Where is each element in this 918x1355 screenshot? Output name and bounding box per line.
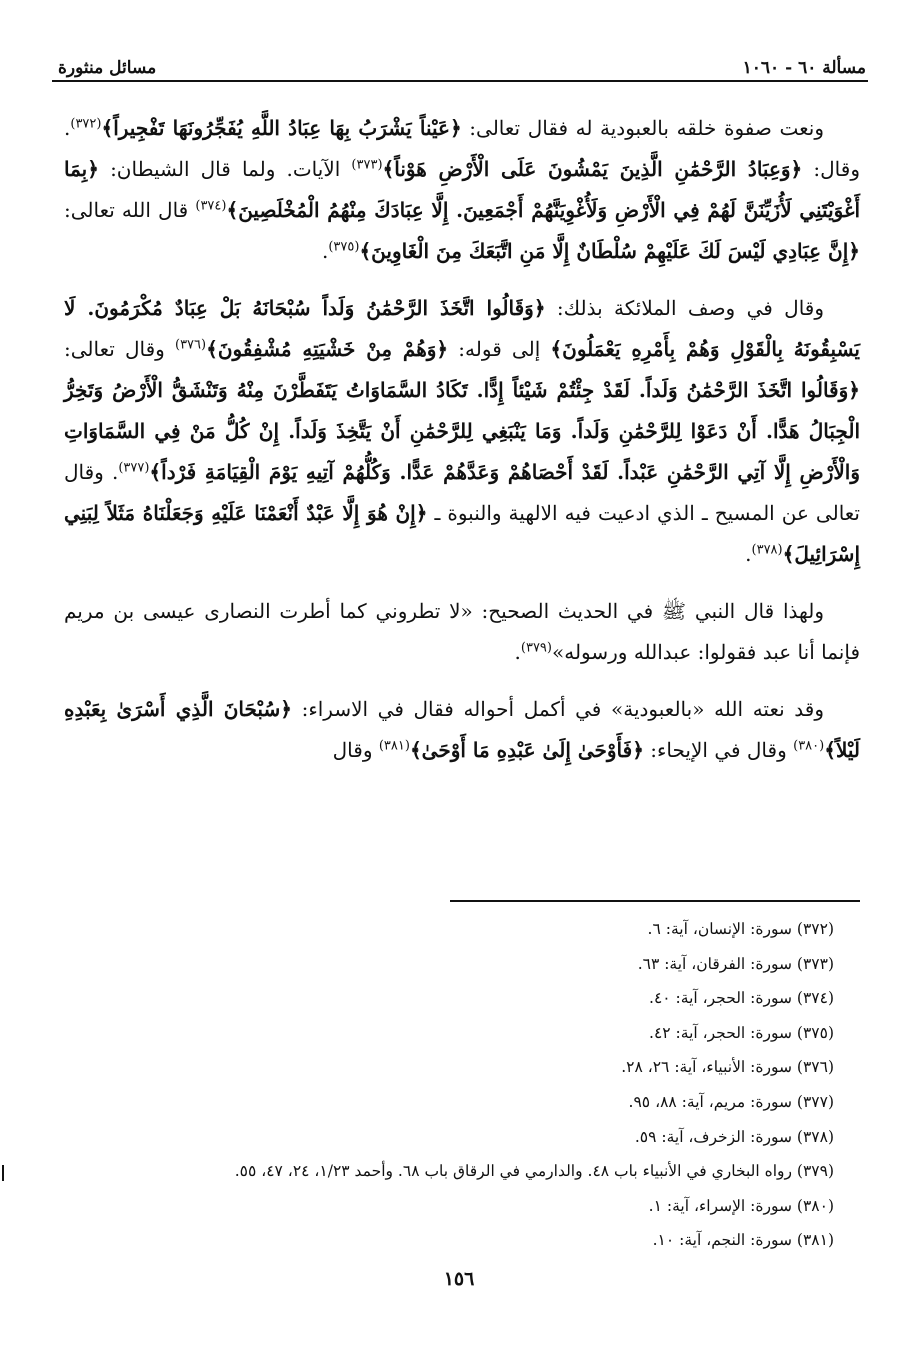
quran-verse: ﴿سُبْحَانَ الَّذِي أَسْرَىٰ بِعَبْدِهِ لَيْلاً﴾ bbox=[64, 697, 860, 762]
text-run: وقال تعالى: bbox=[64, 337, 175, 361]
footnote-ref: (٣٧٧) bbox=[118, 460, 150, 476]
text-run: . bbox=[745, 542, 752, 566]
quran-verse: ﴿إِنْ هُوَ إِلَّا عَبْدٌ أَنْعَمْنَا عَلَيْهِ وَجَعَلْنَاهُ مَثَلاً لِبَنِي إِسْرَائِيلَ﴾ bbox=[64, 501, 860, 566]
footnote-ref: (٣٧٥) bbox=[328, 239, 360, 255]
quran-verse: ﴿بِمَا أَغْوَيْتَنِي لَأُزَيِّنَنَّ لَهُمْ فِي الْأَرْضِ وَلَأُغْوِيَنَّهُمْ أَجْمَعِينَ. إِلَّا عِبَادَكَ مِنْهُمُ الْمُخْلَصِينَ﴾ bbox=[64, 157, 861, 222]
footnote-ref: (٣٨١) bbox=[378, 738, 410, 754]
footnote-ref: (٣٧٤) bbox=[195, 198, 227, 214]
page-number: ١٥٦ bbox=[443, 1268, 475, 1290]
text-run: وقد نعته الله «بالعبودية» في أكمل أحواله فقال في الاسراء: bbox=[291, 697, 825, 721]
footnote-ref: (٣٧٩) bbox=[520, 640, 552, 656]
footnote: (٣٨٠) سورة: الإسراء، آية: ١. bbox=[648, 1196, 834, 1215]
quran-verse: ﴿إِنَّ عِبَادِي لَيْسَ لَكَ عَلَيْهِمْ سُلْطَانٌ إِلَّا مَنِ اتَّبَعَكَ مِنَ الْغَاوِينَ﴾ bbox=[359, 239, 860, 263]
quran-verse: ﴿وَعِبَادُ الرَّحْمَٰنِ الَّذِينَ يَمْشُونَ عَلَى الْأَرْضِ هَوْناً﴾ bbox=[382, 157, 803, 181]
running-header bbox=[58, 46, 866, 78]
text-run: وقال bbox=[332, 738, 379, 762]
footnote: (٣٧٣) سورة: الفرقان، آية: ٦٣. bbox=[637, 954, 834, 973]
footnote-ref: (٣٧٦) bbox=[175, 337, 207, 353]
paragraph bbox=[64, 689, 860, 771]
text-run: . bbox=[514, 640, 521, 664]
quran-verse: ﴿وَهُمْ مِنْ خَشْيَتِهِ مُشْفِقُونَ﴾ bbox=[206, 337, 449, 361]
paragraph bbox=[64, 108, 860, 272]
text-run: . وقال تعالى عن المسيح ـ الذي ادعيت فيه الالهية والنبوة ـ bbox=[64, 460, 860, 525]
quran-verse: ﴿وَقَالُوا اتَّخَذَ الرَّحْمَٰنُ وَلَداً. لَقَدْ جِئْتُمْ شَيْئاً إِدًّا. تَكَادُ السَّمَاوَاتُ يَتَفَطَّرْنَ مِنْهُ وَتَنْشَقُّ الْأَرْضُ وَتَخِرُّ الْجِبَالُ هَدًّا. أَنْ دَعَوْا لِلرَّحْمَٰنِ وَلَداً. وَمَا يَنْبَغِي لِلرَّحْمَٰنِ أَنْ يَتَّخِذَ وَلَداً. إِنْ كُلُّ مَنْ فِي السَّمَاوَاتِ وَالْأَرْضِ إِلَّا آتِي الرَّحْمَٰنِ عَبْداً. لَقَدْ أَحْصَاهُمْ وَعَدَّهُمْ عَدًّا. وَكُلُّهُمْ آتِيهِ يَوْمَ الْقِيَامَةِ فَرْداً﴾ bbox=[64, 378, 861, 484]
footnote-ref: (٣٧٨) bbox=[751, 542, 783, 558]
text-run: ونعت صفوة خلقه بالعبودية له فقال تعالى: bbox=[461, 116, 824, 140]
header-divider bbox=[52, 80, 868, 82]
header-section-title: مسألة ٦٠ - ١٠٦٠ bbox=[742, 58, 866, 78]
text-run: إلى قوله: bbox=[448, 337, 551, 361]
footnote: (٣٧٥) سورة: الحجر، آية: ٤٢. bbox=[649, 1023, 834, 1042]
text-run: وقال في وصف الملائكة بذلك: bbox=[545, 296, 824, 320]
main-text bbox=[64, 108, 860, 787]
footnote: (٣٨١) سورة: النجم، آية: ١٠. bbox=[652, 1231, 834, 1250]
text-run: . وقال: bbox=[64, 116, 860, 181]
footnote-ref: (٣٧٢) bbox=[70, 116, 102, 132]
text-run: قال الله تعالى: bbox=[64, 198, 196, 222]
text-run: ولهذا قال النبي ﷺ في الحديث الصحيح: «لا تطروني كما أطرت النصارى عيسى بن مريم فإنما أنا عبد فقولوا: عبدالله ورسوله» bbox=[64, 599, 860, 664]
paragraph bbox=[64, 591, 860, 673]
footnote: (٣٧٧) سورة: مريم، آية: ٨٨، ٩٥. bbox=[628, 1092, 834, 1111]
footnote: (٣٧٩) رواه البخاري في الأنبياء باب ٤٨. والدارمي في الرقاق باب ٦٨. وأحمد ١/٢٣، ٢٤، ٤٧، ٥٥. bbox=[234, 1162, 834, 1181]
footnote: (٣٧٨) سورة: الزخرف، آية: ٥٩. bbox=[634, 1127, 834, 1146]
footnote-divider bbox=[450, 900, 860, 902]
paragraph bbox=[64, 288, 860, 575]
footnotes-section bbox=[80, 912, 834, 1258]
footnote: (٣٧٤) سورة: الحجر، آية: ٤٠. bbox=[649, 989, 834, 1008]
quran-verse: ﴿عَيْناً يَشْرَبُ بِهَا عِبَادُ اللَّهِ يُفَجِّرُونَهَا تَفْجِيراً﴾ bbox=[101, 116, 462, 140]
text-run: . bbox=[321, 239, 329, 263]
footnote: (٣٧٦) سورة: الأنبياء، آية: ٢٦، ٢٨. bbox=[621, 1058, 834, 1077]
quran-verse: ﴿وَقَالُوا اتَّخَذَ الرَّحْمَٰنُ وَلَداً سُبْحَانَهُ بَلْ عِبَادٌ مُكْرَمُونَ. لَا يَسْبِقُونَهُ بِالْقَوْلِ وَهُمْ بِأَمْرِهِ يَعْمَلُونَ﴾ bbox=[64, 296, 860, 361]
scan-edge-mark bbox=[2, 1165, 4, 1181]
footnote-ref: (٣٧٣) bbox=[351, 157, 383, 173]
quran-verse: ﴿فَأَوْحَىٰ إِلَىٰ عَبْدِهِ مَا أَوْحَىٰ﴾ bbox=[409, 738, 644, 762]
text-run: وقال في الإيحاء: bbox=[643, 738, 794, 762]
footnote: (٣٧٢) سورة: الإنسان، آية: ٦. bbox=[647, 920, 834, 938]
footnote-ref: (٣٨٠) bbox=[793, 738, 825, 754]
text-run: الآيات. ولما قال الشيطان: bbox=[98, 157, 352, 181]
header-book-title: مسائل منثورة bbox=[58, 58, 157, 78]
